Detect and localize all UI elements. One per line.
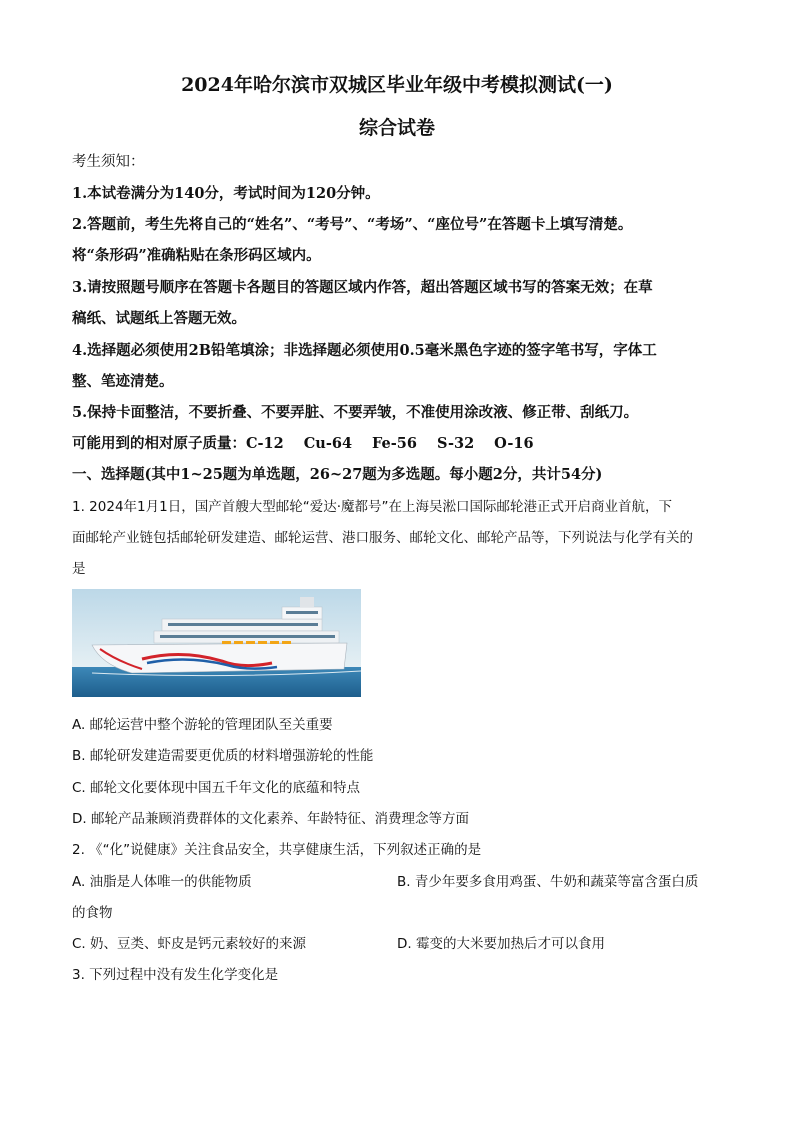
exam-title: 2024年哈尔滨市双城区毕业年级中考模拟测试(一): [181, 74, 613, 96]
q1-option-a: A. 邮轮运营中整个游轮的管理团队至关重要: [72, 717, 333, 733]
atomic-mass-c: C-12: [246, 435, 284, 452]
q2-option-b: B. 青少年要多食用鸡蛋、牛奶和蔬菜等富含蛋白质: [397, 874, 699, 890]
cruise-ship-image: [72, 589, 361, 697]
atomic-mass-o: O-16: [494, 435, 534, 452]
notice-heading: 考生须知：: [72, 154, 145, 170]
q1-option-d: D. 邮轮产品兼顾消费群体的文化素养、年龄特征、消费理念等方面: [72, 811, 469, 827]
q3-stem: 3. 下列过程中没有发生化学变化是: [72, 967, 279, 983]
notice-item-2-cont: 将“条形码”准确粘贴在条形码区域内。: [72, 247, 321, 264]
notice-item-1: 1.本试卷满分为140分，考试时间为120分钟。: [72, 185, 380, 202]
q2-option-c: C. 奶、豆类、虾皮是钙元素较好的来源: [72, 936, 307, 952]
atomic-mass-line: [72, 432, 554, 453]
notice-item-4-cont: 整、笔迹清楚。: [72, 373, 174, 390]
notice-item-3-cont: 稿纸、试题纸上答题无效。: [72, 310, 246, 327]
q1-stem-line-1: 1. 2024年1月1日，国产首艘大型邮轮“爱达·魔都号”在上海吴淞口国际邮轮港正式开启商业首航，下: [72, 499, 672, 515]
atomic-mass-label: 可能用到的相对原子质量：: [72, 435, 246, 452]
exam-subtitle: 综合试卷: [358, 117, 435, 139]
section1-heading: 一、选择题(其中1~25题为单选题，26~27题为多选题。每小题2分，共计54分): [72, 466, 603, 483]
q1-option-c: C. 邮轮文化要体现中国五千年文化的底蕴和特点: [72, 780, 361, 796]
atomic-mass-cu: Cu-64: [303, 435, 353, 452]
q2-stem: 2. 《“化”说健康》关注食品安全，共享健康生活，下列叙述正确的是: [72, 842, 482, 858]
notice-item-2: 2.答题前，考生先将自己的“姓名”、“考号”、“考场”、“座位号”在答题卡上填写清楚。: [72, 216, 633, 233]
q1-option-b: B. 邮轮研发建造需要更优质的材料增强游轮的性能: [72, 748, 374, 764]
notice-item-3: 3.请按照题号顺序在答题卡各题目的答题区域内作答，超出答题区域书写的答案无效；在草: [72, 279, 653, 296]
atomic-mass-s: S-32: [436, 435, 475, 452]
q2-option-a: A. 油脂是人体唯一的供能物质: [72, 874, 252, 890]
q1-stem-line-3: 是: [72, 561, 86, 577]
notice-item-4: 4.选择题必须使用2B铅笔填涂；非选择题必须使用0.5毫米黑色字迹的签字笔书写，字体工: [72, 342, 657, 359]
q1-stem-line-2: 面邮轮产业链包括邮轮研发建造、邮轮运营、港口服务、邮轮文化、邮轮产品等，下列说法与化学有关的: [72, 530, 693, 546]
q2-option-b-cont: 的食物: [72, 905, 113, 921]
notice-item-5: 5.保持卡面整洁，不要折叠、不要弄脏、不要弄皱，不准使用涂改液、修正带、刮纸刀。: [72, 404, 639, 421]
atomic-mass-fe: Fe-56: [372, 435, 417, 452]
q2-option-d: D. 霉变的大米要加热后才可以食用: [397, 936, 605, 952]
